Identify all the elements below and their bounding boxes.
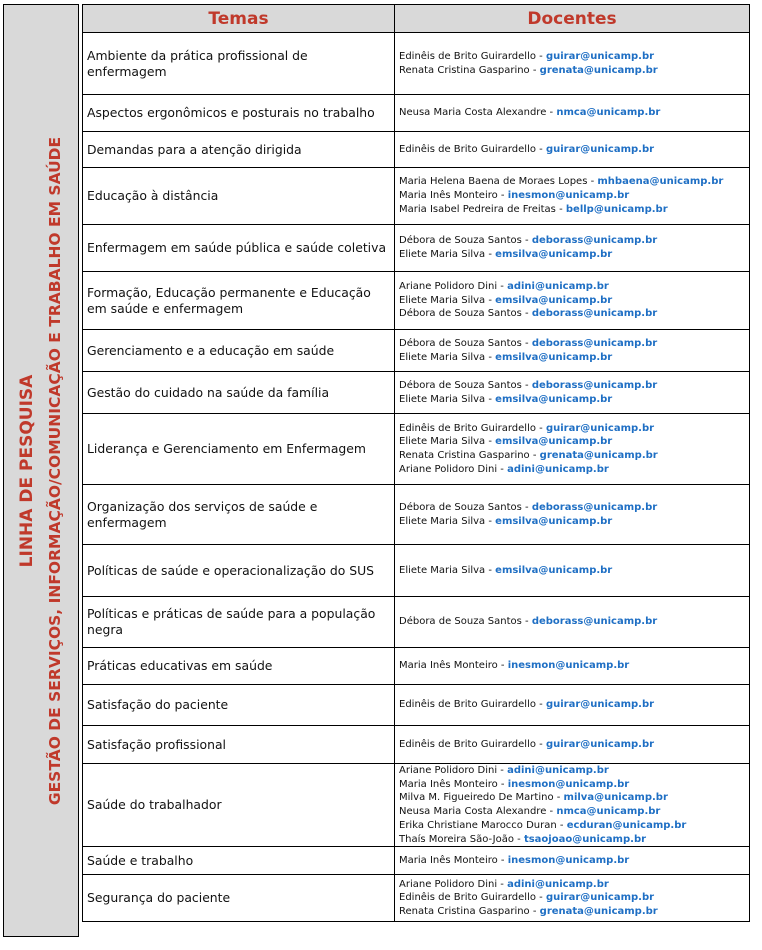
docente-email[interactable]: guirar@unicamp.br (545, 892, 655, 904)
docente-name: Débora de Souza Santos - (399, 379, 532, 391)
docente-entry (399, 64, 745, 78)
docente-entry (399, 854, 745, 868)
docente-email[interactable]: deborass@unicamp.br (531, 379, 658, 391)
table-row (83, 132, 750, 168)
docente-entry (399, 307, 745, 321)
docente-name: Maria Helena Baena de Moraes Lopes - (399, 176, 598, 188)
docente-entry (399, 175, 745, 189)
docentes-cell (395, 225, 750, 272)
docente-entry (399, 805, 745, 819)
docente-entry (399, 234, 745, 248)
docente-name: Ariane Polidoro Dini - (399, 765, 508, 776)
docente-email[interactable]: deborass@unicamp.br (531, 235, 658, 247)
docente-email[interactable]: guirar@unicamp.br (545, 738, 655, 750)
docente-entry (399, 833, 745, 847)
docentes-cell (395, 545, 750, 597)
docente-name: Maria Inês Monteiro - (399, 660, 508, 672)
table-row (83, 33, 750, 95)
docentes-cell (395, 597, 750, 648)
docente-email[interactable]: nmca@unicamp.br (556, 107, 661, 119)
tema-cell: Organização dos serviços de saúde e enfermagem (83, 485, 395, 545)
table-row (83, 764, 750, 847)
docente-entry (399, 905, 745, 919)
docente-name: Edinêis de Brito Guirardello - (399, 738, 546, 750)
tema-cell: Satisfação do paciente (83, 685, 395, 726)
docente-email[interactable]: adini@unicamp.br (507, 878, 609, 890)
table-row (83, 545, 750, 597)
docentes-cell (395, 272, 750, 330)
docente-email[interactable]: tsaojoao@unicamp.br (523, 833, 647, 845)
docente-email[interactable]: inesmon@unicamp.br (507, 190, 630, 202)
docentes-cell (395, 875, 750, 922)
docente-email[interactable]: emsilva@unicamp.br (495, 294, 613, 306)
docente-entry (399, 463, 745, 477)
table-row (83, 372, 750, 414)
docente-email[interactable]: deborass@unicamp.br (531, 616, 658, 628)
docente-name: Edinêis de Brito Guirardello - (399, 422, 546, 434)
docente-name: Eliete Maria Silva - (399, 351, 496, 363)
docente-name: Maria Inês Monteiro - (399, 778, 508, 790)
docente-name: Ariane Polidoro Dini - (399, 280, 508, 292)
docentes-cell (395, 33, 750, 95)
table-row (83, 648, 750, 685)
docente-entry (399, 515, 745, 529)
table-row (83, 272, 750, 330)
tema-cell: Liderança e Gerenciamento em Enfermagem (83, 414, 395, 485)
docente-entry (399, 280, 745, 294)
tema-cell: Gerenciamento e a educação em saúde (83, 330, 395, 372)
docente-email[interactable]: emsilva@unicamp.br (495, 515, 613, 527)
docente-entry (399, 50, 745, 64)
research-line-title (13, 136, 69, 804)
docente-name: Maria Isabel Pedreira de Freitas - (399, 203, 566, 215)
docente-name: Edinêis de Brito Guirardello - (399, 50, 546, 62)
docente-name: Eliete Maria Silva - (399, 294, 496, 306)
docente-email[interactable]: emsilva@unicamp.br (495, 351, 613, 363)
research-line-label: LINHA DE PESQUISA (17, 374, 37, 567)
docente-email[interactable]: deborass@unicamp.br (531, 501, 658, 513)
docente-email[interactable]: bellp@unicamp.br (565, 203, 668, 215)
docente-email[interactable]: guirar@unicamp.br (545, 50, 655, 62)
tema-cell: Aspectos ergonômicos e posturais no trabalho (83, 95, 395, 132)
docente-name: Débora de Souza Santos - (399, 616, 532, 628)
docente-entry (399, 379, 745, 393)
docentes-cell (395, 168, 750, 225)
table-row (83, 485, 750, 545)
docente-entry (399, 106, 745, 120)
docente-email[interactable]: deborass@unicamp.br (531, 308, 658, 320)
docente-entry (399, 337, 745, 351)
docente-entry (399, 501, 745, 515)
tema-cell: Saúde do trabalhador (83, 764, 395, 847)
tema-cell: Práticas educativas em saúde (83, 648, 395, 685)
docente-email[interactable]: grenata@unicamp.br (539, 64, 658, 76)
table-row (83, 225, 750, 272)
docente-email[interactable]: guirar@unicamp.br (545, 699, 655, 711)
docente-email[interactable]: milva@unicamp.br (563, 792, 668, 804)
docentes-cell (395, 726, 750, 764)
docente-entry (399, 143, 745, 157)
table-header-row (83, 5, 750, 33)
docente-name: Maria Inês Monteiro - (399, 190, 508, 202)
docente-entry (399, 659, 745, 673)
research-line-sidebar (3, 4, 79, 937)
table-row (83, 330, 750, 372)
docente-entry (399, 248, 745, 262)
table-row (83, 95, 750, 132)
tema-cell: Enfermagem em saúde pública e saúde coletiva (83, 225, 395, 272)
docente-email[interactable]: grenata@unicamp.br (539, 906, 658, 918)
docente-email[interactable]: emsilva@unicamp.br (495, 393, 613, 405)
tema-cell: Formação, Educação permanente e Educação em saúde e enfermagem (83, 272, 395, 330)
docente-name: Eliete Maria Silva - (399, 515, 496, 527)
tema-cell: Demandas para a atenção dirigida (83, 132, 395, 168)
docente-entry (399, 189, 745, 203)
docente-entry (399, 791, 745, 805)
table-row (83, 726, 750, 764)
research-line-name: GESTÃO DE SERVIÇOS, INFORMAÇÃO/COMUNICAÇÃO E TRABALHO EM SAÚDE (46, 136, 64, 805)
docente-email[interactable]: adini@unicamp.br (507, 463, 609, 475)
docente-email[interactable]: deborass@unicamp.br (531, 337, 658, 349)
docentes-cell (395, 95, 750, 132)
table-row (83, 168, 750, 225)
docente-entry (399, 449, 745, 463)
tema-cell: Políticas de saúde e operacionalização do SUS (83, 545, 395, 597)
tema-cell: Políticas e práticas de saúde para a população negra (83, 597, 395, 648)
docente-entry (399, 435, 745, 449)
docente-email[interactable]: inesmon@unicamp.br (507, 778, 630, 790)
docente-name: Renata Cristina Gasparino - (399, 450, 540, 461)
table-row (83, 685, 750, 726)
docentes-cell (395, 330, 750, 372)
docente-name: Débora de Souza Santos - (399, 337, 532, 349)
docentes-cell (395, 764, 750, 847)
docente-name: Milva M. Figueiredo De Martino - (399, 792, 564, 804)
docente-email[interactable]: grenata@unicamp.br (539, 450, 658, 461)
table-body (83, 33, 750, 922)
table-row (83, 847, 750, 875)
docente-name: Eliete Maria Silva - (399, 436, 496, 448)
tema-cell: Ambiente da prática profissional de enfermagem (83, 33, 395, 95)
docente-name: Débora de Souza Santos - (399, 235, 532, 247)
table-row (83, 875, 750, 922)
docente-entry (399, 891, 745, 905)
docente-email[interactable]: nmca@unicamp.br (556, 806, 661, 818)
docente-email[interactable]: guirar@unicamp.br (545, 422, 655, 434)
table-row (83, 597, 750, 648)
docentes-cell (395, 685, 750, 726)
docente-name: Débora de Souza Santos - (399, 308, 532, 320)
docente-email[interactable]: ecduran@unicamp.br (566, 819, 687, 831)
docente-email[interactable]: emsilva@unicamp.br (495, 249, 613, 260)
docente-name: Neusa Maria Costa Alexandre - (399, 806, 557, 818)
docentes-cell (395, 414, 750, 485)
themes-table (82, 4, 750, 922)
tema-cell: Saúde e trabalho (83, 847, 395, 875)
docente-name: Débora de Souza Santos - (399, 501, 532, 513)
docente-entry (399, 878, 745, 892)
docente-entry (399, 422, 745, 436)
docente-email[interactable]: mhbaena@unicamp.br (597, 176, 724, 188)
header-docentes: Docentes (395, 5, 750, 33)
tema-cell: Satisfação profissional (83, 726, 395, 764)
docentes-cell (395, 132, 750, 168)
docente-name: Edinêis de Brito Guirardello - (399, 143, 546, 155)
docente-name: Eliete Maria Silva - (399, 249, 496, 260)
docente-entry (399, 738, 745, 752)
docente-entry (399, 819, 745, 833)
docente-email[interactable]: adini@unicamp.br (507, 765, 609, 776)
docente-entry (399, 294, 745, 308)
docente-name: Eliete Maria Silva - (399, 564, 496, 576)
docente-entry (399, 393, 745, 407)
table-row (83, 414, 750, 485)
header-temas: Temas (83, 5, 395, 33)
tema-cell: Segurança do paciente (83, 875, 395, 922)
docente-entry (399, 203, 745, 217)
docente-name: Thaís Moreira São-João - (399, 833, 524, 845)
docente-name: Renata Cristina Gasparino - (399, 906, 540, 918)
docente-entry (399, 764, 745, 778)
docente-name: Erika Christiane Marocco Duran - (399, 819, 567, 831)
docente-name: Maria Inês Monteiro - (399, 854, 508, 866)
docente-email[interactable]: emsilva@unicamp.br (495, 564, 613, 576)
docente-email[interactable]: emsilva@unicamp.br (495, 436, 613, 448)
docente-email[interactable]: inesmon@unicamp.br (507, 854, 630, 866)
docentes-cell (395, 372, 750, 414)
docentes-cell (395, 485, 750, 545)
docente-name: Edinêis de Brito Guirardello - (399, 892, 546, 904)
docente-email[interactable]: adini@unicamp.br (507, 280, 609, 292)
docente-email[interactable]: inesmon@unicamp.br (507, 660, 630, 672)
docente-name: Eliete Maria Silva - (399, 393, 496, 405)
docente-entry (399, 698, 745, 712)
docente-entry (399, 351, 745, 365)
docente-entry (399, 564, 745, 578)
tema-cell: Gestão do cuidado na saúde da família (83, 372, 395, 414)
docente-name: Renata Cristina Gasparino - (399, 64, 540, 76)
docente-name: Edinêis de Brito Guirardello - (399, 699, 546, 711)
docente-email[interactable]: guirar@unicamp.br (545, 143, 655, 155)
docente-name: Ariane Polidoro Dini - (399, 463, 508, 475)
docentes-cell (395, 847, 750, 875)
docente-entry (399, 778, 745, 792)
tema-cell: Educação à distância (83, 168, 395, 225)
docente-entry (399, 615, 745, 629)
docente-name: Ariane Polidoro Dini - (399, 878, 508, 890)
docentes-cell (395, 648, 750, 685)
docente-name: Neusa Maria Costa Alexandre - (399, 107, 557, 119)
